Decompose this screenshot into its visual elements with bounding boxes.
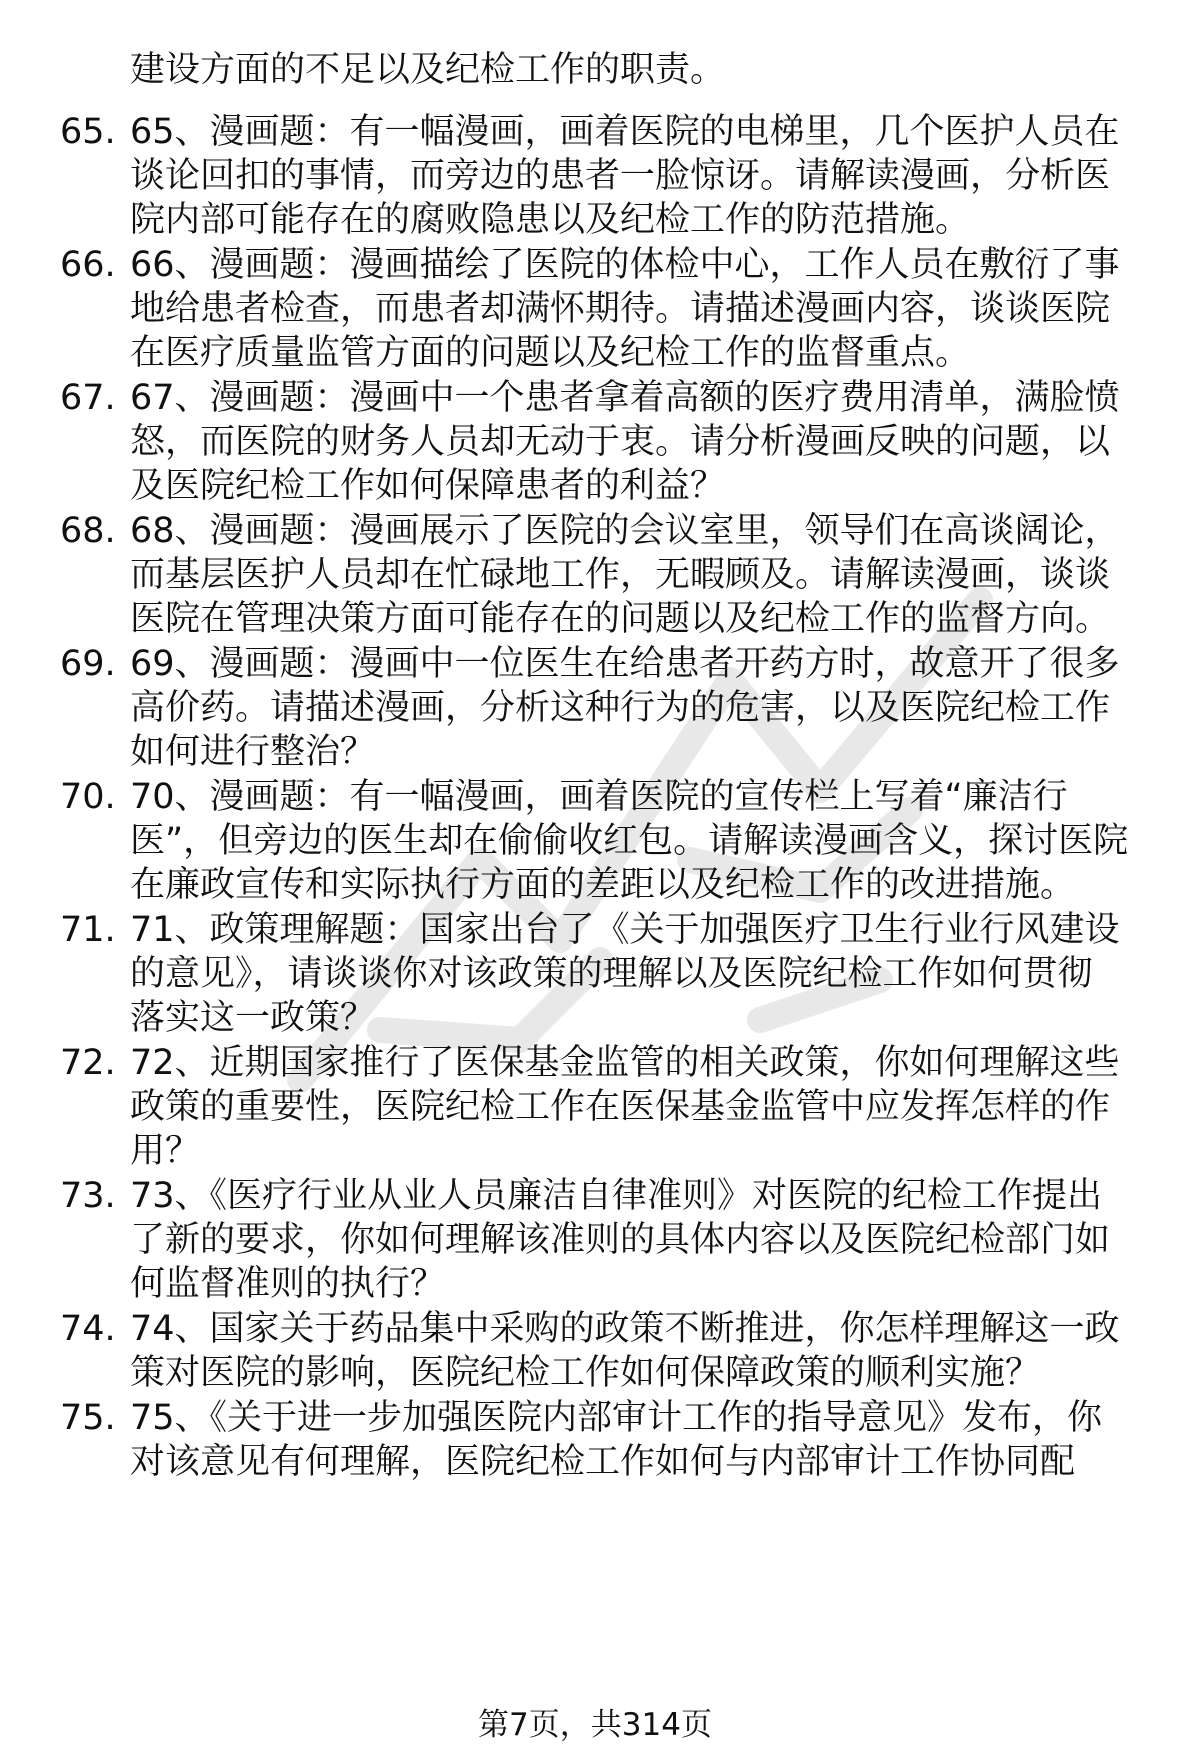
question-text — [130, 376, 1170, 508]
question-line: 72、近期国家推行了医保基金监管的相关政策，你如何理解这些 — [130, 1043, 1120, 1083]
question-line: 71、政策理解题：国家出台了《关于加强医疗卫生行业行风建设 — [130, 910, 1120, 950]
question-number: 69. — [60, 644, 116, 684]
question-line: 在廉政宣传和实际执行方面的差距以及纪检工作的改进措施。 — [130, 865, 1076, 905]
question-line: 落实这一政策？ — [130, 998, 376, 1038]
question-number: 74. — [60, 1309, 116, 1349]
question-line: 怒，而医院的财务人员却无动于衷。请分析漫画反映的问题，以 — [130, 422, 1111, 462]
question-line: 策对医院的影响，医院纪检工作如何保障政策的顺利实施？ — [130, 1353, 1041, 1393]
question-text — [130, 1307, 1170, 1395]
question-number: 71. — [60, 910, 116, 950]
question-line: 73、《医疗行业从业人员廉洁自律准则》对医院的纪检工作提出 — [130, 1176, 1103, 1216]
question-line: 对该意见有何理解，医院纪检工作如何与内部审计工作协同配 — [130, 1442, 1076, 1482]
question-line: 而基层医护人员却在忙碌地工作，无暇顾及。请解读漫画，谈谈 — [130, 555, 1111, 595]
question-line: 何监督准则的执行？ — [130, 1264, 446, 1304]
question-text — [130, 908, 1170, 1040]
question-number: 75. — [60, 1398, 116, 1438]
question-line: 70、漫画题：有一幅漫画，画着医院的宣传栏上写着“廉洁行 — [130, 777, 1068, 817]
question-line: 地给患者检查，而患者却满怀期待。请描述漫画内容，谈谈医院 — [130, 289, 1111, 329]
question-text — [130, 110, 1170, 242]
question-text — [130, 509, 1170, 641]
question-text — [130, 243, 1170, 375]
question-number: 73. — [60, 1176, 116, 1216]
question-line: 院内部可能存在的腐败隐患以及纪检工作的防范措施。 — [130, 200, 971, 240]
question-line: 如何进行整治？ — [130, 732, 376, 772]
question-line: 67、漫画题：漫画中一个患者拿着高额的医疗费用清单，满脸愤 — [130, 378, 1120, 418]
continuation-line: 建设方面的不足以及纪检工作的职责。 — [130, 50, 726, 90]
question-text — [130, 1041, 1170, 1173]
question-line: 68、漫画题：漫画展示了医院的会议室里，领导们在高谈阔论， — [130, 511, 1120, 551]
question-line: 66、漫画题：漫画描绘了医院的体检中心，工作人员在敷衍了事 — [130, 245, 1120, 285]
question-number: 72. — [60, 1043, 116, 1083]
question-line: 及医院纪检工作如何保障患者的利益？ — [130, 466, 726, 506]
question-line: 在医疗质量监管方面的问题以及纪检工作的监督重点。 — [130, 333, 971, 373]
question-line: 医院在管理决策方面可能存在的问题以及纪检工作的监督方向。 — [130, 599, 1111, 639]
page-footer: 第7页，共314页 — [478, 1707, 712, 1743]
question-number: 68. — [60, 511, 116, 551]
question-text — [130, 775, 1170, 907]
question-line: 用？ — [130, 1131, 201, 1171]
question-text — [130, 642, 1170, 774]
question-number: 66. — [60, 245, 116, 285]
question-line: 医”，但旁边的医生却在偷偷收红包。请解读漫画含义，探讨医院 — [130, 821, 1129, 861]
question-number: 67. — [60, 378, 116, 418]
question-text — [130, 1396, 1170, 1484]
question-line: 75、《关于进一步加强医院内部审计工作的指导意见》发布，你 — [130, 1398, 1103, 1438]
question-line: 69、漫画题：漫画中一位医生在给患者开药方时，故意开了很多 — [130, 644, 1120, 684]
question-line: 了新的要求，你如何理解该准则的具体内容以及医院纪检部门如 — [130, 1220, 1111, 1260]
question-line: 政策的重要性，医院纪检工作在医保基金监管中应发挥怎样的作 — [130, 1087, 1111, 1127]
question-line: 65、漫画题：有一幅漫画，画着医院的电梯里，几个医护人员在 — [130, 112, 1120, 152]
question-line: 高价药。请描述漫画，分析这种行为的危害，以及医院纪检工作 — [130, 688, 1111, 728]
question-text — [130, 1174, 1170, 1306]
question-number: 70. — [60, 777, 116, 817]
question-line: 的意见》，请谈谈你对该政策的理解以及医院纪检工作如何贯彻 — [130, 954, 1093, 994]
question-number: 65. — [60, 112, 116, 152]
question-line: 74、国家关于药品集中采购的政策不断推进，你怎样理解这一政 — [130, 1309, 1120, 1349]
question-line: 谈论回扣的事情，而旁边的患者一脸惊讶。请解读漫画，分析医 — [130, 156, 1111, 196]
